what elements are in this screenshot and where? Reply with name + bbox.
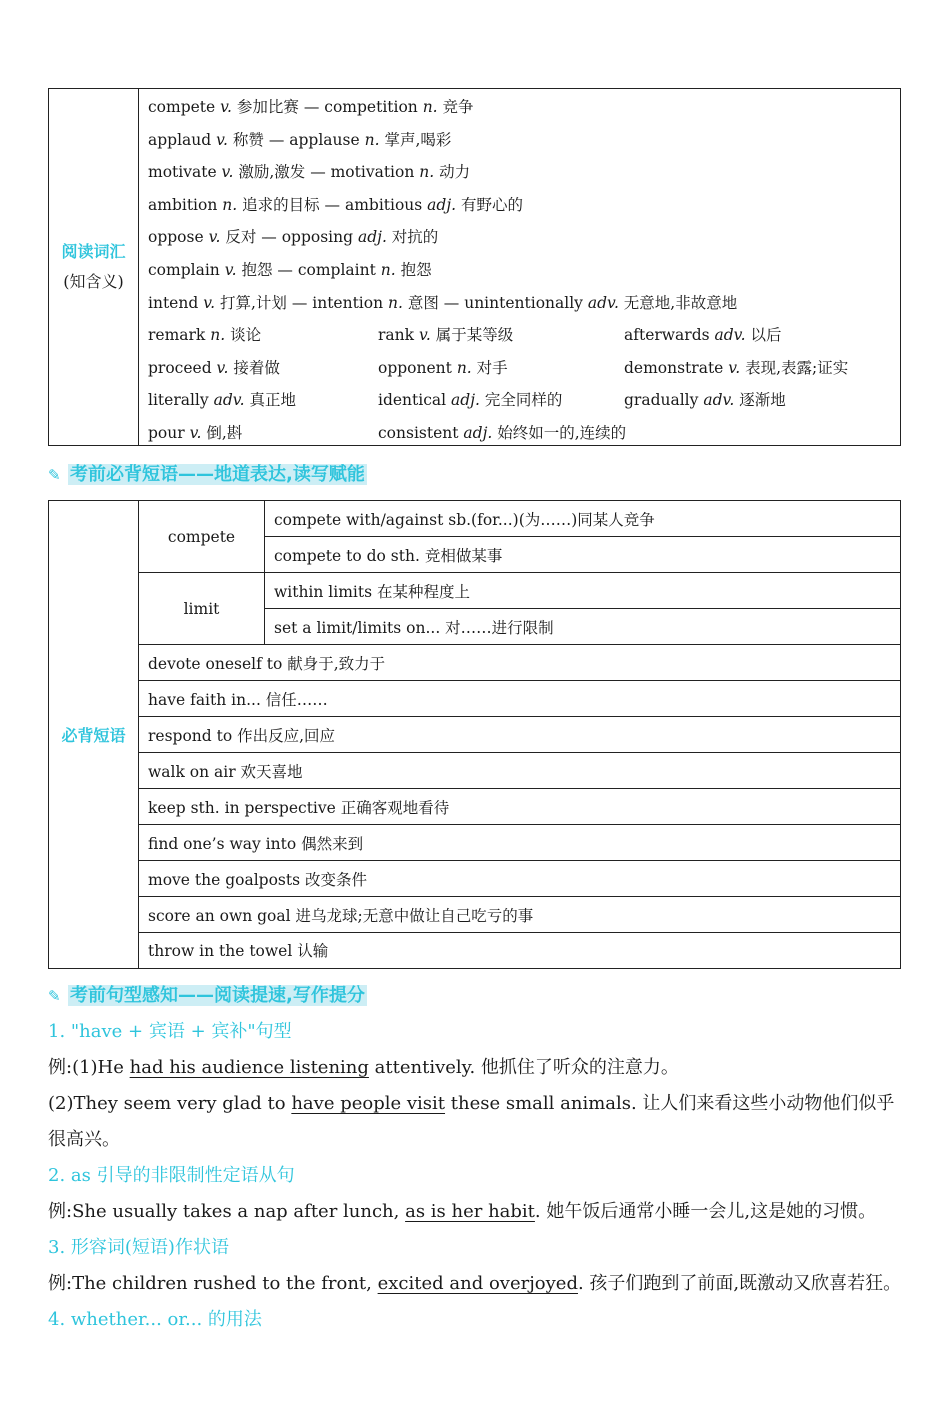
part-of-speech: n. — [364, 130, 380, 149]
part-of-speech: adj. — [451, 391, 480, 410]
text-segment: afterwards — [624, 326, 715, 345]
vocab-entry — [148, 319, 261, 351]
example-2-cont: 很高兴。 — [48, 1129, 120, 1150]
vocab-entry — [148, 417, 242, 449]
vocab-row — [148, 221, 438, 253]
phrase-text: compete with/against sb.(for...)(为……)同某人竞争 — [274, 510, 655, 529]
text-segment: 打算,计划 — intention — [215, 293, 389, 312]
section-phrases-title: 考前必背短语——地道表达,读写赋能 — [70, 464, 365, 485]
text-segment: 参加比赛 — competition — [232, 98, 423, 116]
text-segment: 以后 — [745, 326, 782, 345]
phrase-row — [139, 933, 900, 967]
vocab-label-title: 阅读词汇 — [61, 242, 126, 261]
example-2 — [48, 1090, 904, 1118]
part-of-speech: adv. — [703, 391, 735, 410]
text-segment: 完全同样的 — [479, 391, 563, 410]
text-segment: these small animals. 让人们来看这些小动物他们似乎 — [445, 1093, 895, 1114]
text-segment: 谈论 — [225, 326, 262, 345]
vocab-row — [148, 91, 474, 123]
part-of-speech: n. — [222, 195, 238, 214]
underlined-phrase: have people visit — [291, 1093, 446, 1114]
text-segment: demonstrate — [624, 358, 729, 377]
text-segment: 逐渐地 — [734, 391, 786, 410]
pattern-heading-2: 2. as 引导的非限制性定语从句 — [48, 1165, 295, 1186]
part-of-speech: n. — [380, 261, 396, 279]
group-head-text: limit — [183, 599, 220, 618]
vocab-row — [148, 287, 737, 319]
text-segment: opponent — [378, 358, 457, 377]
vocab-row — [148, 417, 888, 449]
part-of-speech: v. — [220, 98, 232, 116]
part-of-speech: adj. — [427, 195, 457, 214]
phrase-row — [139, 789, 900, 825]
text-segment: 意图 — unintentionally — [402, 293, 588, 312]
vocab-entry — [378, 352, 508, 384]
text-segment: 表现,表露;证实 — [740, 358, 849, 377]
text-segment: applaud — [148, 130, 217, 149]
section-sentences-title: 考前句型感知——阅读提速,写作提分 — [70, 985, 365, 1006]
phrase-text: have faith in... 信任…… — [148, 690, 328, 709]
text-segment: 激励,激发 — motivation — [233, 163, 420, 182]
phrase-row — [265, 537, 900, 573]
text-segment: 倒,斟 — [201, 424, 243, 442]
part-of-speech: v. — [189, 424, 202, 442]
vocab-entry — [624, 384, 786, 416]
phrase-row — [139, 825, 900, 861]
text-segment: 抱怨 — complaint — [236, 261, 381, 279]
phrase-row — [139, 717, 900, 753]
text-segment: gradually — [624, 391, 704, 410]
vocab-row — [148, 384, 888, 416]
phrase-text: respond to 作出反应,回应 — [148, 726, 336, 745]
text-segment: compete — [148, 98, 221, 116]
text-segment: 真正地 — [244, 391, 297, 410]
phrase-row — [265, 573, 900, 609]
part-of-speech: adv. — [587, 293, 619, 312]
part-of-speech: v. — [728, 358, 741, 377]
text-segment: 掌声,喝彩 — [379, 130, 452, 149]
vocab-row — [148, 124, 451, 156]
phrase-text: walk on air 欢天喜地 — [148, 762, 303, 781]
phrase-row — [265, 609, 900, 645]
phrase-text: compete to do sth. 竞相做某事 — [274, 546, 503, 565]
part-of-speech: n. — [456, 358, 472, 377]
text-segment: 例:(1)He — [48, 1057, 130, 1078]
vocab-rows — [139, 89, 900, 445]
text-segment: 例:She usually takes a nap after lunch, — [48, 1201, 406, 1222]
group-head-limit — [139, 573, 265, 645]
part-of-speech: n. — [419, 163, 435, 182]
part-of-speech: v. — [221, 163, 234, 182]
text-segment: 例:The children rushed to the front, — [48, 1273, 378, 1294]
text-segment: attentively. 他抓住了听众的注意力。 — [368, 1057, 679, 1078]
phrase-row — [265, 501, 900, 537]
part-of-speech: v. — [216, 358, 229, 377]
text-segment: consistent — [378, 424, 464, 442]
text-segment: 接着做 — [228, 358, 280, 377]
vocab-table — [48, 88, 901, 446]
phrase-row — [139, 861, 900, 897]
text-segment: 动力 — [434, 163, 471, 182]
vocab-row — [148, 189, 523, 221]
part-of-speech: adv. — [714, 326, 746, 345]
part-of-speech: v. — [418, 326, 431, 345]
text-segment: 反对 — opposing — [220, 228, 358, 247]
section-sentences-header — [48, 984, 367, 1008]
part-of-speech: n. — [388, 293, 403, 312]
phrase-text: find one’s way into 偶然来到 — [148, 834, 364, 853]
text-segment: 追求的目标 — ambitious — [237, 195, 428, 214]
part-of-speech: v. — [216, 130, 228, 149]
phrase-row — [139, 753, 900, 789]
pattern-heading-1: 1. "have + 宾语 + 宾补"句型 — [48, 1021, 292, 1042]
phrase-row — [139, 897, 900, 933]
vocab-row — [148, 156, 470, 188]
example-3 — [48, 1198, 904, 1226]
text-segment: remark — [148, 326, 211, 345]
vocab-row — [148, 352, 888, 384]
phrase-text: devote oneself to 献身于,致力于 — [148, 654, 386, 673]
text-segment: 无意地,非故意地 — [618, 293, 738, 312]
pattern-heading-4: 4. whether... or... 的用法 — [48, 1309, 262, 1330]
text-segment: rank — [378, 326, 419, 345]
group-head-text: compete — [167, 527, 236, 546]
part-of-speech: adj. — [463, 424, 493, 442]
text-segment: complain — [148, 261, 225, 279]
vocab-entry — [624, 352, 848, 384]
text-segment: proceed — [148, 358, 217, 377]
text-segment: 属于某等级 — [430, 326, 514, 345]
text-segment: . 她午饭后通常小睡一会儿,这是她的习惯。 — [534, 1201, 877, 1222]
pattern-heading-3: 3. 形容词(短语)作状语 — [48, 1237, 229, 1258]
vocab-row — [148, 319, 888, 351]
text-segment: 抱怨 — [395, 261, 432, 279]
vocab-entry — [378, 319, 513, 351]
group-head-compete — [139, 501, 265, 573]
text-segment: intend — [148, 293, 204, 312]
vocab-entry — [148, 384, 296, 416]
underlined-phrase: as is her habit — [405, 1201, 535, 1222]
phrase-row — [139, 645, 900, 681]
text-segment: 称赞 — applause — [227, 130, 365, 149]
part-of-speech: v. — [224, 261, 237, 279]
vocab-label-cell — [49, 89, 139, 445]
text-segment: 竞争 — [437, 98, 474, 116]
part-of-speech: n. — [422, 98, 438, 116]
part-of-speech: v. — [203, 293, 216, 312]
example-4 — [48, 1270, 904, 1298]
underlined-phrase: excited and overjoyed — [377, 1273, 578, 1294]
phrase-text: set a limit/limits on... 对……进行限制 — [274, 618, 554, 637]
phrases-table — [48, 500, 901, 969]
phrase-text: keep sth. in perspective 正确客观地看待 — [148, 798, 450, 817]
vocab-entry — [148, 352, 280, 384]
text-segment: motivate — [148, 163, 222, 182]
text-segment: 对抗的 — [386, 228, 439, 247]
phrase-text: within limits 在某种程度上 — [274, 582, 470, 601]
part-of-speech: adj. — [357, 228, 387, 247]
example-1 — [48, 1054, 904, 1082]
pencil-icon: ✎ — [48, 987, 61, 1005]
text-segment: 有野心的 — [456, 195, 523, 214]
pencil-icon: ✎ — [48, 466, 61, 484]
text-segment: pour — [148, 424, 190, 442]
vocab-entry — [624, 319, 781, 351]
phrase-row — [139, 681, 900, 717]
section-phrases-header — [48, 463, 367, 487]
text-segment: . 孩子们跑到了前面,既激动又欣喜若狂。 — [577, 1273, 902, 1294]
part-of-speech: n. — [210, 326, 226, 345]
text-segment: ambition — [148, 195, 223, 214]
phrase-text: move the goalposts 改变条件 — [148, 870, 367, 889]
phrase-text: throw in the towel 认输 — [148, 942, 329, 960]
phrase-text: score an own goal 进乌龙球;无意中做让自己吃亏的事 — [148, 906, 534, 925]
text-segment: 对手 — [471, 358, 508, 377]
phrases-label: 必背短语 — [61, 726, 126, 745]
text-segment: literally — [148, 391, 214, 410]
vocab-entry — [378, 417, 626, 449]
text-segment: (2)They seem very glad to — [48, 1093, 292, 1114]
text-segment: 始终如一的,连续的 — [492, 424, 627, 442]
underlined-phrase: had his audience listening — [129, 1057, 369, 1078]
vocab-row — [148, 254, 432, 286]
phrases-label-cell — [49, 501, 139, 968]
text-segment: oppose — [148, 228, 209, 247]
part-of-speech: v. — [208, 228, 221, 247]
vocab-label-subtitle: (知含义) — [63, 272, 124, 291]
vocab-entry — [378, 384, 562, 416]
text-segment: identical — [378, 391, 452, 410]
part-of-speech: adv. — [213, 391, 245, 410]
